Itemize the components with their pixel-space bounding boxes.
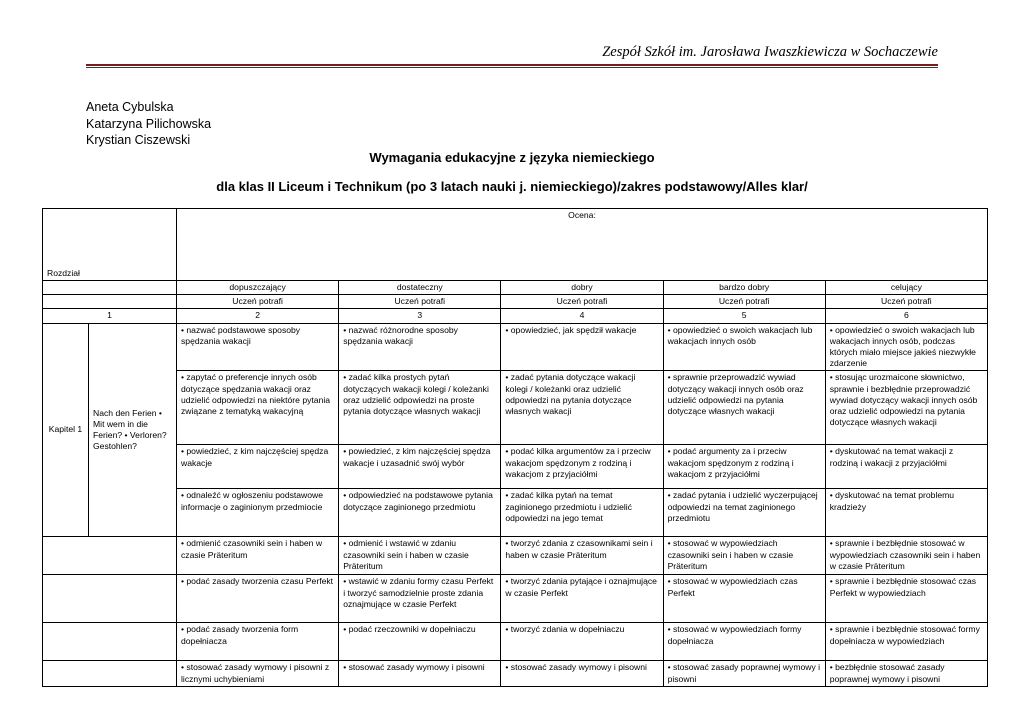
requirement-cell: • zadać kilka prostych pytań dotyczących wakacji kolegi / koleżanki oraz udzielić odpowiedzi na proste pytania dotyczące własnych wakacji (339, 371, 501, 445)
requirement-cell: • tworzyć zdania pytające i oznajmujące w czasie Perfekt (501, 575, 663, 623)
requirement-cell: • podać zasady tworzenia czasu Perfekt (177, 575, 339, 623)
grade-header: dopuszczający (177, 281, 339, 295)
requirement-cell: • podać rzeczowniki w dopełniaczu (339, 623, 501, 661)
requirement-cell: • opowiedzieć o swoich wakacjach lub wakacjach innych osób, podczas których miało miejsce jakieś niezwykłe zdarzenie (825, 323, 987, 371)
requirement-cell: • zadać pytania i udzielić wyczerpującej odpowiedzi na temat zaginionego przedmiotu (663, 489, 825, 537)
requirement-cell: • zapytać o preferencje innych osób dotyczące spędzania wakacji oraz udzielić odpowiedzi na niektóre pytania związane z tematyką wakacyjną (177, 371, 339, 445)
author-name: Aneta Cybulska (86, 100, 174, 114)
requirement-cell: • stosować zasady poprawnej wymowy i pisowni (663, 661, 825, 686)
uczen-potrafi: Uczeń potrafi (339, 295, 501, 309)
grade-header: bardzo dobry (663, 281, 825, 295)
header-rule (86, 64, 938, 66)
requirement-cell: • stosować zasady wymowy i pisowni (339, 661, 501, 686)
document-title: Wymagania edukacyjne z języka niemieckiego (369, 150, 655, 165)
requirement-cell: • nazwać różnorodne sposoby spędzania wakacji (339, 323, 501, 371)
rozdzial-header: Rozdział (43, 209, 177, 281)
requirement-cell: • opowiedzieć o swoich wakacjach lub wakacjach innych osób (663, 323, 825, 371)
grade-header: celujący (825, 281, 987, 295)
requirement-cell: • odpowiedzieć na podstawowe pytania dotyczące zaginionego przedmiotu (339, 489, 501, 537)
authors (86, 99, 211, 149)
requirement-cell: • stosować zasady wymowy i pisowni z licznymi uchybieniami (177, 661, 339, 686)
document-subtitle: dla klas II Liceum i Technikum (po 3 latach nauki j. niemieckiego)/zakres podstawowy/Alles klar/ (216, 179, 808, 194)
grade-header: dostateczny (339, 281, 501, 295)
ocena-header: Ocena: (177, 209, 988, 281)
requirement-cell: • sprawnie i bezbłędnie stosować czas Perfekt w wypowiedziach (825, 575, 987, 623)
requirement-cell: • podać kilka argumentów za i przeciw wakacjom spędzonym z rodziną i wakacjom z przyjaciółmi (501, 445, 663, 489)
requirement-cell: • tworzyć zdania z czasownikami sein i haben w czasie Präteritum (501, 537, 663, 575)
column-number: 6 (825, 309, 987, 323)
requirement-cell: • dyskutować na temat problemu kradzieży (825, 489, 987, 537)
uczen-potrafi: Uczeń potrafi (663, 295, 825, 309)
school-header: Zespół Szkół im. Jarosława Iwaszkiewicza w Sochaczewie (602, 44, 938, 60)
requirement-cell: • sprawnie i bezbłędnie stosować w wypowiedziach czasowniki sein i haben w czasie Präteritum (825, 537, 987, 575)
requirement-cell: • odmienić i wstawić w zdaniu czasowniki sein i haben w czasie Präteritum (339, 537, 501, 575)
column-number: 4 (501, 309, 663, 323)
uczen-potrafi: Uczeń potrafi (825, 295, 987, 309)
requirement-cell: • nazwać podstawowe sposoby spędzania wakacji (177, 323, 339, 371)
grade-header: dobry (501, 281, 663, 295)
requirement-cell: • dyskutować na temat wakacji z rodziną i wakacji z przyjaciółmi (825, 445, 987, 489)
column-number: 3 (339, 309, 501, 323)
requirement-cell: • wstawić w zdaniu formy czasu Perfekt i tworzyć samodzielnie proste zdania oznajmujące w czasie Perfekt (339, 575, 501, 623)
requirement-cell: • powiedzieć, z kim najczęściej spędza wakacje (177, 445, 339, 489)
requirement-cell: • odmienić czasowniki sein i haben w czasie Präteritum (177, 537, 339, 575)
uczen-potrafi: Uczeń potrafi (177, 295, 339, 309)
requirement-cell: • powiedzieć, z kim najczęściej spędza wakacje i uzasadnić swój wybór (339, 445, 501, 489)
uczen-potrafi: Uczeń potrafi (501, 295, 663, 309)
column-number: 1 (43, 309, 177, 323)
requirement-cell: • stosować zasady wymowy i pisowni (501, 661, 663, 686)
requirement-cell: • stosować w wypowiedziach czasowniki sein i haben w czasie Präteritum (663, 537, 825, 575)
requirement-cell: • stosując urozmaicone słownictwo, sprawnie i bezbłędnie przeprowadzić wywiad dotyczący wakacji innych osób oraz udzielić odpowiedzi na pytania dotyczące własnych wakacji (825, 371, 987, 445)
requirement-cell: • podać zasady tworzenia form dopełniacza (177, 623, 339, 661)
requirement-cell: • sprawnie i bezbłędnie stosować formy dopełniacza w wypowiedziach (825, 623, 987, 661)
requirements-table (42, 208, 988, 687)
kapitel-cell: Kapitel 1 (43, 323, 89, 537)
requirement-cell: • sprawnie przeprowadzić wywiad dotyczący wakacji innych osób oraz udzielić odpowiedzi na pytania dotyczące własnych wakacji (663, 371, 825, 445)
requirement-cell: • podać argumenty za i przeciw wakacjom spędzonym z rodziną i wakacjom z przyjaciółmi (663, 445, 825, 489)
requirement-cell: • bezbłędnie stosować zasady poprawnej wymowy i pisowni (825, 661, 987, 686)
author-name: Krystian Ciszewski (86, 133, 191, 147)
column-number: 2 (177, 309, 339, 323)
requirement-cell: • zadać pytania dotyczące wakacji kolegi / koleżanki oraz udzielić odpowiedzi na pytania dotyczące własnych wakacji (501, 371, 663, 445)
topic-cell: Nach den Ferien • Mit wem in die Ferien? • Verloren? Gestohlen? (89, 323, 177, 537)
requirement-cell: • opowiedzieć, jak spędził wakacje (501, 323, 663, 371)
requirement-cell: • stosować w wypowiedziach czas Perfekt (663, 575, 825, 623)
requirement-cell: • zadać kilka pytań na temat zaginionego przedmiotu i udzielić odpowiedzi na jego temat (501, 489, 663, 537)
author-name: Katarzyna Pilichowska (86, 116, 212, 131)
requirement-cell: • stosować w wypowiedziach formy dopełniacza (663, 623, 825, 661)
column-number: 5 (663, 309, 825, 323)
header-rule-thin (86, 67, 938, 68)
requirement-cell: • tworzyć zdania w dopełniaczu (501, 623, 663, 661)
requirement-cell: • odnaleźć w ogłoszeniu podstawowe informacje o zaginionym przedmiocie (177, 489, 339, 537)
